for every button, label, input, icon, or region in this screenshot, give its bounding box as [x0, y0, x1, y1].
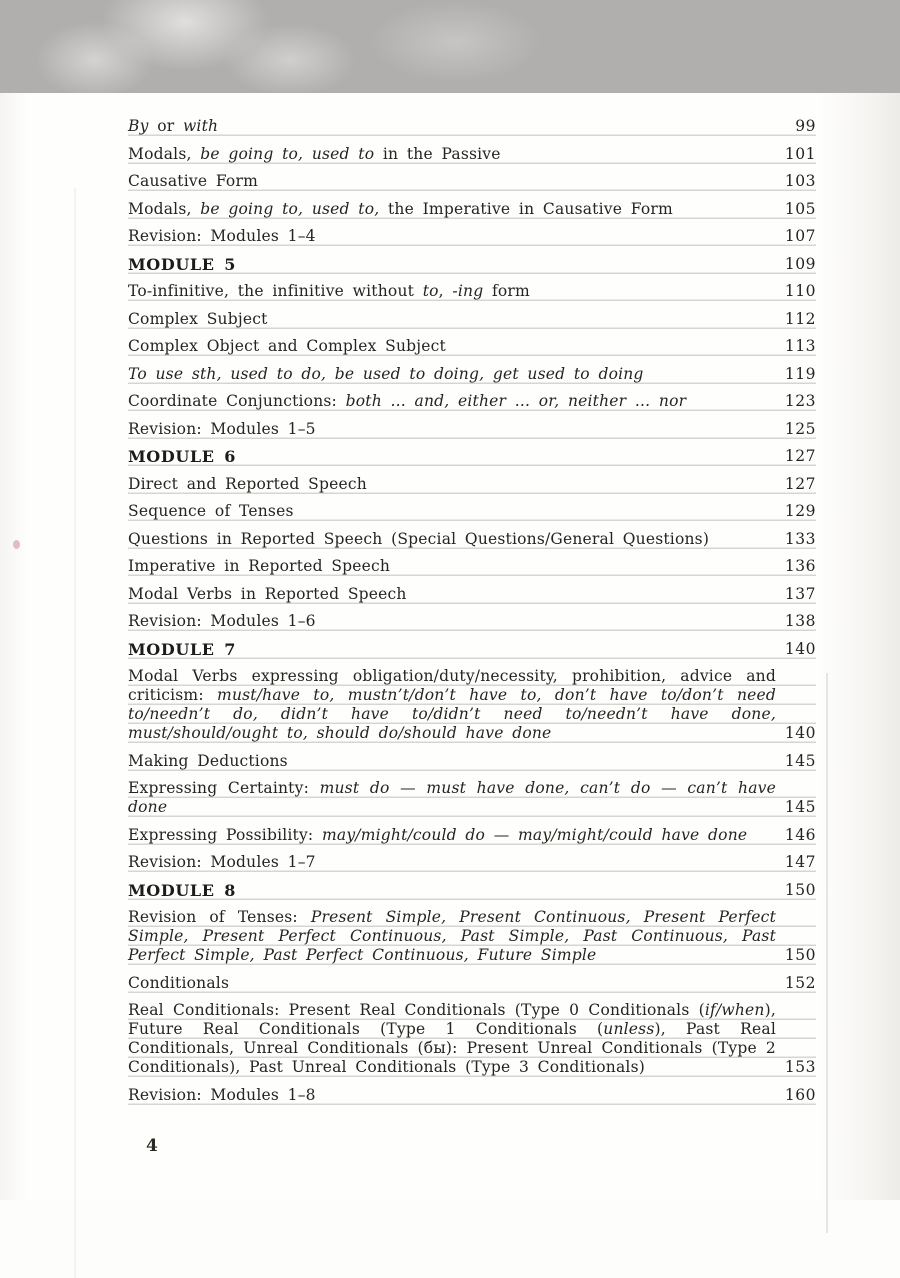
toc-page-number: 153	[784, 1058, 816, 1076]
toc-page-number: 138	[784, 612, 816, 630]
toc-page-number: 152	[784, 973, 816, 992]
toc-entry	[128, 612, 816, 631]
toc-page-number: 119	[784, 364, 816, 383]
toc-entry-title: Modal Verbs in Reported Speech	[128, 584, 407, 603]
toc-page-number: 150	[784, 946, 816, 964]
toc-entry	[128, 752, 816, 771]
toc-entry	[128, 557, 816, 576]
toc-entry-title: Questions in Reported Speech (Special Questions/General Questions)	[128, 529, 710, 548]
toc-entry-title: Modals, be going to, used to, the Imperative in Causative Form	[128, 199, 673, 218]
toc-page-number: 150	[784, 880, 816, 899]
toc-page-number: 113	[784, 337, 816, 355]
toc-entry-title: Modals, be going to, used to in the Passive	[128, 144, 501, 163]
toc-entry-title: Expressing Certainty: must do — must have done, can’t do — can’t have done	[128, 779, 776, 816]
toc-entry	[128, 310, 816, 329]
toc-entry	[128, 779, 816, 817]
toc-entry	[128, 475, 816, 494]
toc-entry	[128, 826, 816, 845]
toc-entry	[128, 585, 816, 604]
toc-entry	[128, 200, 816, 219]
toc-entry-title: MODULE 8	[128, 880, 236, 900]
toc-entry-title: Revision: Modules 1–6	[128, 612, 316, 630]
toc-entry	[128, 1001, 816, 1077]
toc-entry-title: To use sth, used to do, be used to doing, get used to doing	[128, 364, 644, 383]
toc-page-number: 103	[784, 172, 816, 190]
toc-page-number: 101	[784, 144, 816, 163]
toc-entry-title: Revision: Modules 1–5	[128, 419, 316, 438]
toc-entry-title: Imperative in Reported Speech	[128, 557, 391, 575]
toc-entry-title: Revision: Modules 1–7	[128, 853, 316, 871]
toc-entry	[128, 145, 816, 164]
toc-entry	[128, 172, 816, 191]
scan-gray-band	[0, 0, 900, 93]
toc-entry	[128, 853, 816, 872]
toc-entry-title: Making Deductions	[128, 751, 288, 770]
toc-page-number: 133	[784, 529, 816, 548]
toc-entry	[128, 502, 816, 521]
toc-entry-title: Complex Object and Complex Subject	[128, 337, 446, 355]
page-folio: 4	[146, 1136, 158, 1156]
toc-entry-title: By or with	[128, 117, 219, 135]
toc-entry	[128, 667, 816, 743]
book-page	[0, 93, 900, 1200]
toc-page-number: 123	[784, 392, 816, 410]
scan-speck	[13, 540, 20, 549]
toc-page-number: 107	[784, 227, 816, 245]
toc-entry	[128, 392, 816, 411]
toc-entry-title: Real Conditionals: Present Real Conditionals (Type 0 Conditionals (if/when), Future Real Conditionals (Type 1 Conditionals (unless), Past Real Conditionals, Unreal Conditionals (бы): Present Unreal Conditionals (Type 2 Conditionals), Past Unreal Conditionals (Type 3 Conditionals)	[128, 1001, 776, 1076]
toc-entry-title: MODULE 5	[128, 254, 236, 274]
toc-entry	[128, 908, 816, 965]
toc-entry	[128, 227, 816, 246]
toc-entry	[128, 1086, 816, 1105]
toc-entry-title: Revision of Tenses: Present Simple, Present Continuous, Present Perfect Simple, Present Perfect Continuous, Past Simple, Past Continuous, Past Perfect Simple, Past Perfect Continuous, Future Simple	[128, 908, 776, 964]
toc-page-number: 99	[795, 117, 816, 135]
toc-entry-title: Revision: Modules 1–8	[128, 1085, 316, 1104]
toc-entry-title: Conditionals	[128, 973, 230, 992]
toc-entry-title: Coordinate Conjunctions: both ... and, either ... or, neither ... nor	[128, 392, 687, 410]
toc-entry	[128, 974, 816, 993]
toc-page-number: 160	[784, 1085, 816, 1104]
toc-entry-title: To-infinitive, the infinitive without to, -ing form	[128, 282, 530, 300]
toc-entry-title: Sequence of Tenses	[128, 502, 294, 520]
toc-page-number: 147	[784, 853, 816, 871]
toc-page-number: 140	[784, 724, 816, 742]
toc-page-number: 112	[784, 309, 816, 328]
toc-entry-title: Direct and Reported Speech	[128, 474, 367, 493]
toc-entry	[128, 282, 816, 301]
toc-page-number: 140	[784, 639, 816, 658]
toc-entry	[128, 117, 816, 136]
toc-page-number: 127	[784, 447, 816, 465]
toc-page-number: 105	[784, 199, 816, 218]
toc-entry-title: Revision: Modules 1–4	[128, 227, 316, 245]
toc-page-number: 137	[784, 584, 816, 603]
toc-page-number: 145	[784, 751, 816, 770]
toc-page-number: 110	[784, 282, 816, 300]
toc-page-number: 127	[784, 474, 816, 493]
toc-page-number: 129	[784, 502, 816, 520]
toc-entry-title: Expressing Possibility: may/might/could do — may/might/could have done	[128, 825, 748, 844]
toc-entry	[128, 365, 816, 384]
toc-entry	[128, 530, 816, 549]
toc-module-entry	[128, 255, 816, 274]
toc-entry-title: MODULE 7	[128, 639, 236, 659]
toc-page-number: 145	[784, 798, 816, 816]
toc-module-entry	[128, 447, 816, 466]
toc-entry-title: MODULE 6	[128, 447, 236, 466]
toc-entry	[128, 337, 816, 356]
toc-entry-title: Modal Verbs expressing obligation/duty/necessity, prohibition, advice and criticism: must/have to, mustn’t/don’t have to, don’t have to/don’t need to/needn’t do, didn’t have to/didn’t need to/needn’t have done, must/should/ought to, should do/should have done	[128, 667, 776, 742]
toc-page-number: 125	[784, 419, 816, 438]
toc-entry-title: Complex Subject	[128, 309, 268, 328]
toc-entry	[128, 420, 816, 439]
toc-page-number: 109	[784, 254, 816, 273]
toc-entry-title: Causative Form	[128, 172, 258, 190]
page-crease-artifact	[74, 188, 76, 1278]
page-edge-artifact	[826, 673, 828, 1233]
toc-module-entry	[128, 881, 816, 900]
toc-page-number: 136	[784, 557, 816, 575]
toc-page-number: 146	[784, 825, 816, 844]
toc-list	[128, 117, 816, 1113]
toc-module-entry	[128, 640, 816, 659]
